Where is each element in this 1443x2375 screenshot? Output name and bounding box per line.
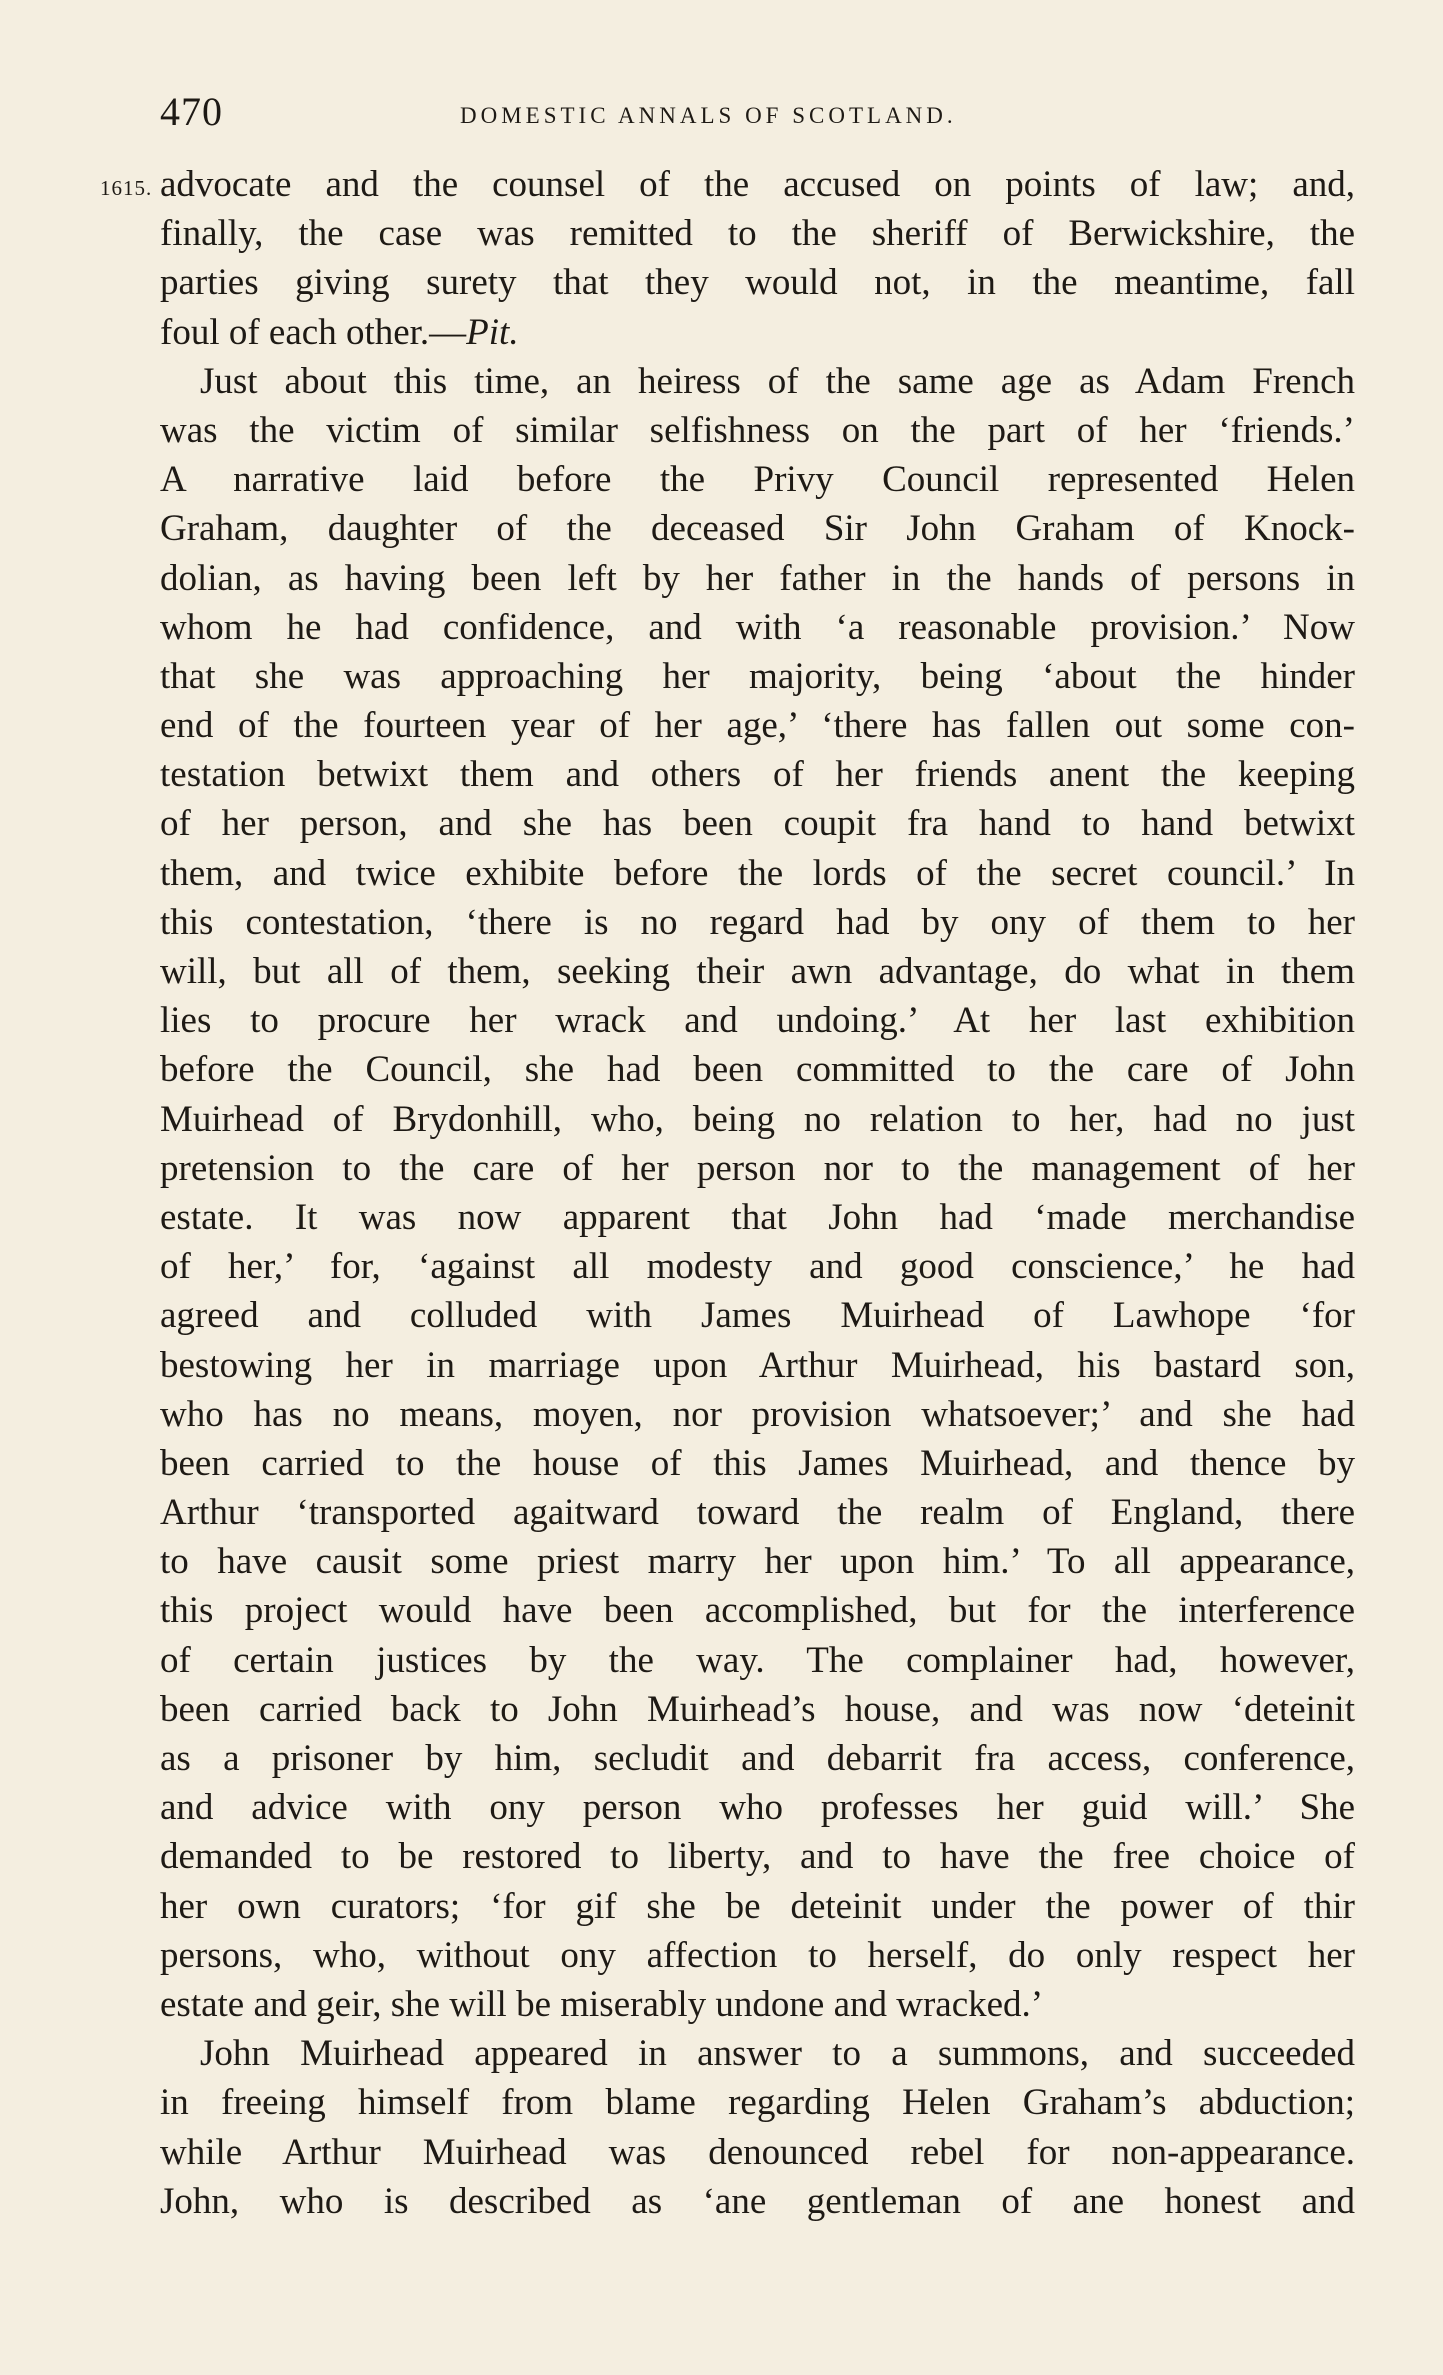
text-line: of her,’ for, ‘against all modesty and good conscience,’ he had xyxy=(160,1246,1355,1288)
text-line: Muirhead of Brydonhill, who, being no relation to her, had no just xyxy=(160,1098,1355,1140)
text-line: agreed and colluded with James Muirhead of Lawhope ‘for xyxy=(160,1295,1355,1337)
text-line: advocate and the counsel of the accused on points of law; and, xyxy=(160,164,1355,205)
text-line: to have causit some priest marry her upon him.’ To all appearance, xyxy=(160,1541,1355,1583)
text-line: before the Council, she had been committed to the care of John xyxy=(160,1049,1355,1091)
body-text xyxy=(160,160,1355,2226)
text-line: persons, who, without ony affection to herself, do only respect her xyxy=(160,1934,1355,1976)
text-line: that she was approaching her majority, being ‘about the hinder xyxy=(160,655,1355,697)
margin-year: 1615. xyxy=(100,176,153,200)
text-line: Graham, daughter of the deceased Sir John Graham of Knock- xyxy=(160,508,1355,550)
text-line: and advice with ony person who professes her guid will.’ She xyxy=(160,1787,1355,1829)
text-line-content: foul of each other.— xyxy=(160,311,467,353)
text-line: will, but all of them, seeking their awn advantage, do what in them xyxy=(160,951,1355,992)
citation: Pit. xyxy=(466,311,519,353)
paragraph-start-line: Just about this time, an heiress of the same age as Adam French xyxy=(200,360,1355,402)
text-line: lies to procure her wrack and undoing.’ At her last exhibition xyxy=(160,1000,1355,1042)
text-line xyxy=(160,308,1355,357)
text-line: of her person, and she has been coupit fra hand to hand betwixt xyxy=(160,803,1355,845)
page-header xyxy=(160,84,1360,144)
text-line: this contestation, ‘there is no regard had by ony of them to her xyxy=(160,901,1355,943)
text-line: John, who is described as ‘ane gentleman of ane honest and xyxy=(160,2180,1355,2222)
paragraph-start-line: John Muirhead appeared in answer to a summons, and succeeded xyxy=(200,2033,1355,2075)
text-line: been carried back to John Muirhead’s house, and was now ‘deteinit xyxy=(160,1688,1355,1730)
text-line: was the victim of similar selfishness on the part of her ‘friends.’ xyxy=(160,409,1355,451)
text-line: as a prisoner by him, secludit and debarrit fra access, conference, xyxy=(160,1738,1355,1779)
text-line: her own curators; ‘for gif she be deteinit under the power of thir xyxy=(160,1885,1355,1927)
text-line: them, and twice exhibite before the lords of the secret council.’ In xyxy=(160,852,1355,894)
text-line: bestowing her in marriage upon Arthur Muirhead, his bastard son, xyxy=(160,1344,1355,1386)
text-line: pretension to the care of her person nor to the management of her xyxy=(160,1147,1355,1189)
text-line: Arthur ‘transported agaitward toward the realm of England, there xyxy=(160,1492,1355,1534)
text-line: been carried to the house of this James Muirhead, and thence by xyxy=(160,1442,1355,1484)
text-line: dolian, as having been left by her father in the hands of persons in xyxy=(160,557,1355,599)
text-line: estate and geir, she will be miserably undone and wracked.’ xyxy=(160,1983,1044,2025)
running-head-text: DOMESTIC ANNALS OF SCOTLAND. xyxy=(460,103,957,128)
text-line: who has no means, moyen, nor provision whatsoever;’ and she had xyxy=(160,1393,1355,1435)
text-line: end of the fourteen year of her age,’ ‘there has fallen out some con- xyxy=(160,705,1355,747)
text-line: A narrative laid before the Privy Council represented Helen xyxy=(160,459,1355,501)
text-line: this project would have been accomplished, but for the interference xyxy=(160,1590,1355,1632)
text-line: parties giving surety that they would not, in the meantime, fall xyxy=(160,262,1355,304)
page-number: 470 xyxy=(160,89,223,134)
text-line: while Arthur Muirhead was denounced rebel for non-appearance. xyxy=(160,2131,1355,2173)
text-line: of certain justices by the way. The complainer had, however, xyxy=(160,1639,1355,1681)
text-line: testation betwixt them and others of her friends anent the keeping xyxy=(160,754,1355,796)
text-line: estate. It was now apparent that John had ‘made merchandise xyxy=(160,1196,1355,1238)
text-line: demanded to be restored to liberty, and to have the free choice of xyxy=(160,1836,1355,1878)
text-line: whom he had confidence, and with ‘a reasonable provision.’ Now xyxy=(160,606,1355,648)
text-line: finally, the case was remitted to the sheriff of Berwickshire, the xyxy=(160,213,1355,255)
running-head xyxy=(460,94,957,136)
text-line: in freeing himself from blame regarding Helen Graham’s abduction; xyxy=(160,2082,1355,2124)
